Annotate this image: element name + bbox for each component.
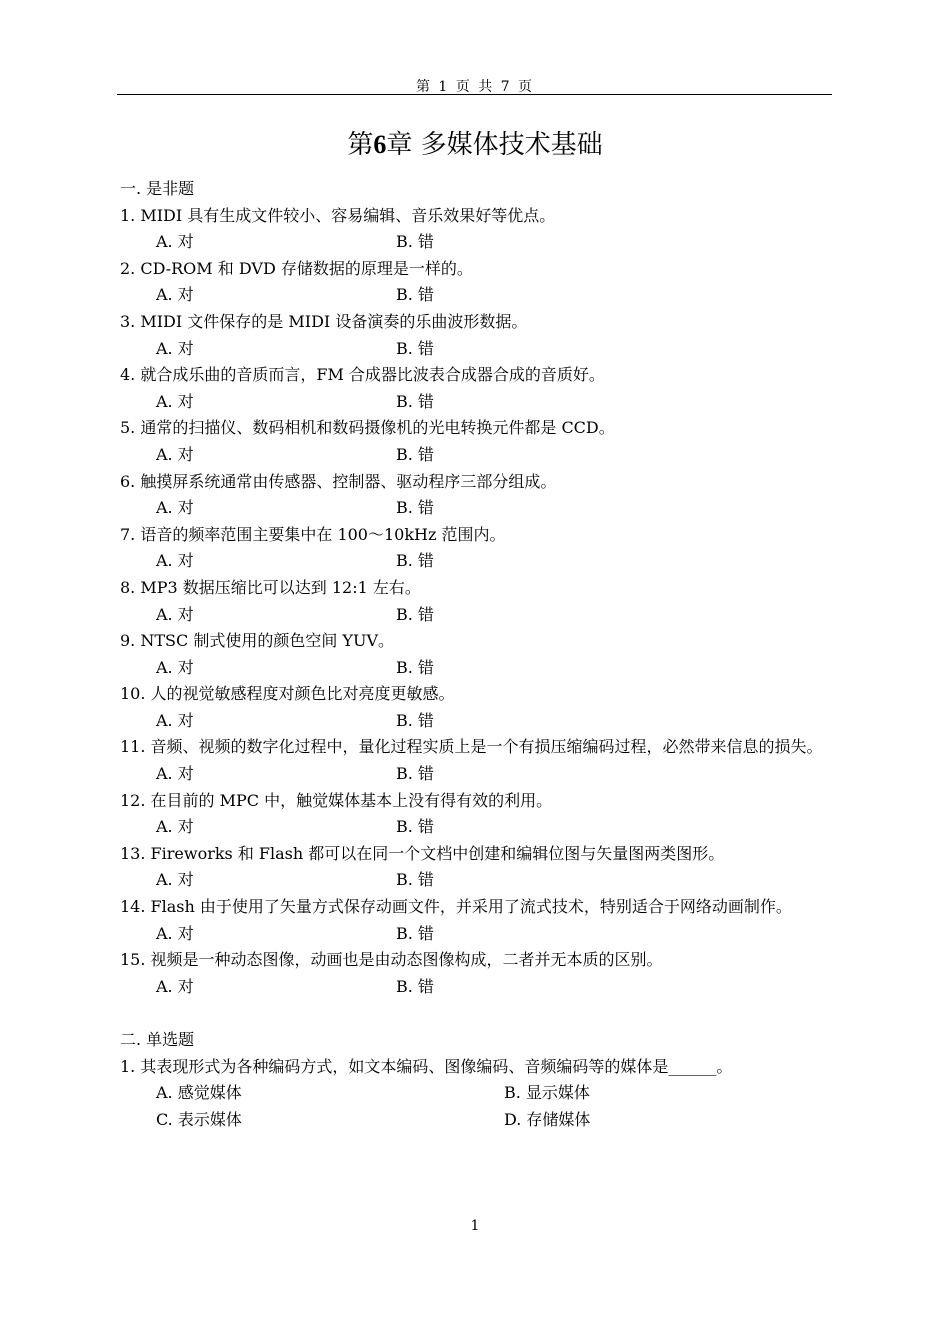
answer-options xyxy=(120,974,832,1001)
option-a: A. 对 xyxy=(156,817,194,837)
answer-options xyxy=(120,282,832,309)
option-a: A. 对 xyxy=(156,498,194,518)
question-text: 2. CD-ROM 和 DVD 存储数据的原理是一样的。 xyxy=(120,258,473,278)
section-gap xyxy=(120,1000,832,1027)
answer-options xyxy=(120,761,832,788)
option-b: B. 错 xyxy=(396,551,434,571)
title-suffix: 章 多媒体技术基础 xyxy=(386,130,603,160)
option-b: B. 错 xyxy=(396,338,434,358)
chapter-title xyxy=(0,124,950,161)
tf-question-9 xyxy=(120,628,832,681)
page-number: 1 xyxy=(470,1218,480,1234)
option-a: A. 对 xyxy=(156,657,194,677)
answer-options xyxy=(120,495,832,522)
tf-question-12 xyxy=(120,788,832,841)
option-b: B. 错 xyxy=(396,923,434,943)
answer-options xyxy=(120,442,832,469)
answer-options xyxy=(120,921,832,948)
section-heading-true-false: 一. 是非题 xyxy=(120,179,195,198)
tf-question-8 xyxy=(120,575,832,628)
page-header: 第 1 页 共 7 页 xyxy=(415,79,535,95)
option-a: A. 对 xyxy=(156,870,194,890)
tf-question-7 xyxy=(120,522,832,575)
option-b: B. 显示媒体 xyxy=(504,1083,590,1103)
option-a: A. 对 xyxy=(156,338,194,358)
option-b: B. 错 xyxy=(396,604,434,624)
option-b: B. 错 xyxy=(396,764,434,784)
question-text: 5. 通常的扫描仪、数码相机和数码摄像机的光电转换元件都是 CCD。 xyxy=(120,418,615,438)
option-b: B. 错 xyxy=(396,498,434,518)
answer-options xyxy=(120,814,832,841)
option-b: B. 错 xyxy=(396,232,434,252)
question-text: 3. MIDI 文件保存的是 MIDI 设备演奏的乐曲波形数据。 xyxy=(120,311,528,331)
answer-options xyxy=(120,229,832,256)
tf-question-13 xyxy=(120,841,832,894)
option-a: A. 对 xyxy=(156,764,194,784)
option-a: A. 对 xyxy=(156,444,194,464)
question-text: 8. MP3 数据压缩比可以达到 12:1 左右。 xyxy=(120,577,421,597)
tf-question-2 xyxy=(120,256,832,309)
option-b: B. 错 xyxy=(396,976,434,996)
tf-question-11 xyxy=(120,734,832,787)
question-text: 4. 就合成乐曲的音质而言，FM 合成器比波表合成器合成的音质好。 xyxy=(120,365,605,385)
question-text: 10. 人的视觉敏感程度对颜色比对亮度更敏感。 xyxy=(120,684,455,704)
question-text: 15. 视频是一种动态图像，动画也是由动态图像构成，二者并无本质的区别。 xyxy=(120,950,663,970)
question-text: 11. 音频、视频的数字化过程中，量化过程实质上是一个有损压缩编码过程，必然带来信息的损失。 xyxy=(120,737,823,757)
title-number: 6 xyxy=(373,130,387,159)
header-rule xyxy=(117,94,832,95)
option-b: B. 错 xyxy=(396,710,434,730)
option-a: A. 对 xyxy=(156,391,194,411)
question-text: 14. Flash 由于使用了矢量方式保存动画文件，并采用了流式技术，特别适合于网络动画制作。 xyxy=(120,897,792,917)
tf-question-6 xyxy=(120,469,832,522)
tf-question-15 xyxy=(120,947,832,1000)
option-b: B. 错 xyxy=(396,870,434,890)
option-a: A. 对 xyxy=(156,232,194,252)
option-c: C. 表示媒体 xyxy=(156,1109,242,1129)
tf-question-5 xyxy=(120,415,832,468)
section-heading-single-choice: 二. 单选题 xyxy=(120,1030,195,1049)
option-a: A. 对 xyxy=(156,551,194,571)
option-b: B. 错 xyxy=(396,657,434,677)
option-b: B. 错 xyxy=(396,285,434,305)
tf-question-14 xyxy=(120,894,832,947)
question-content xyxy=(120,176,832,1133)
option-a: A. 对 xyxy=(156,976,194,996)
option-b: B. 错 xyxy=(396,391,434,411)
answer-options xyxy=(120,548,832,575)
tf-question-3 xyxy=(120,309,832,362)
question-text: 7. 语音的频率范围主要集中在 100～10kHz 范围内。 xyxy=(120,524,506,544)
answer-options xyxy=(120,602,832,629)
tf-question-4 xyxy=(120,362,832,415)
answer-options xyxy=(120,867,832,894)
option-a: A. 对 xyxy=(156,604,194,624)
option-a: A. 对 xyxy=(156,710,194,730)
question-text: 13. Fireworks 和 Flash 都可以在同一个文档中创建和编辑位图与矢量图两类图形。 xyxy=(120,843,725,863)
option-a: A. 对 xyxy=(156,285,194,305)
question-text: 12. 在目前的 MPC 中，触觉媒体基本上没有得有效的利用。 xyxy=(120,790,553,810)
option-b: B. 错 xyxy=(396,817,434,837)
tf-question-10 xyxy=(120,681,832,734)
question-text: 6. 触摸屏系统通常由传感器、控制器、驱动程序三部分组成。 xyxy=(120,471,557,491)
answer-options xyxy=(120,655,832,682)
option-a: A. 感觉媒体 xyxy=(156,1083,242,1103)
question-text: 1. 其表现形式为各种编码方式，如文本编码、图像编码、音频编码等的媒体是______。 xyxy=(120,1056,733,1076)
answer-options-row-1 xyxy=(120,1080,832,1107)
question-text: 1. MIDI 具有生成文件较小、容易编辑、音乐效果好等优点。 xyxy=(120,205,556,225)
tf-question-1 xyxy=(120,203,832,256)
option-d: D. 存储媒体 xyxy=(504,1109,591,1129)
answer-options xyxy=(120,389,832,416)
option-b: B. 错 xyxy=(396,444,434,464)
answer-options xyxy=(120,336,832,363)
option-a: A. 对 xyxy=(156,923,194,943)
mc-question-1 xyxy=(120,1054,832,1134)
question-text: 9. NTSC 制式使用的颜色空间 YUV。 xyxy=(120,631,395,651)
answer-options xyxy=(120,708,832,735)
answer-options-row-2 xyxy=(120,1107,832,1134)
title-prefix: 第 xyxy=(347,130,374,160)
